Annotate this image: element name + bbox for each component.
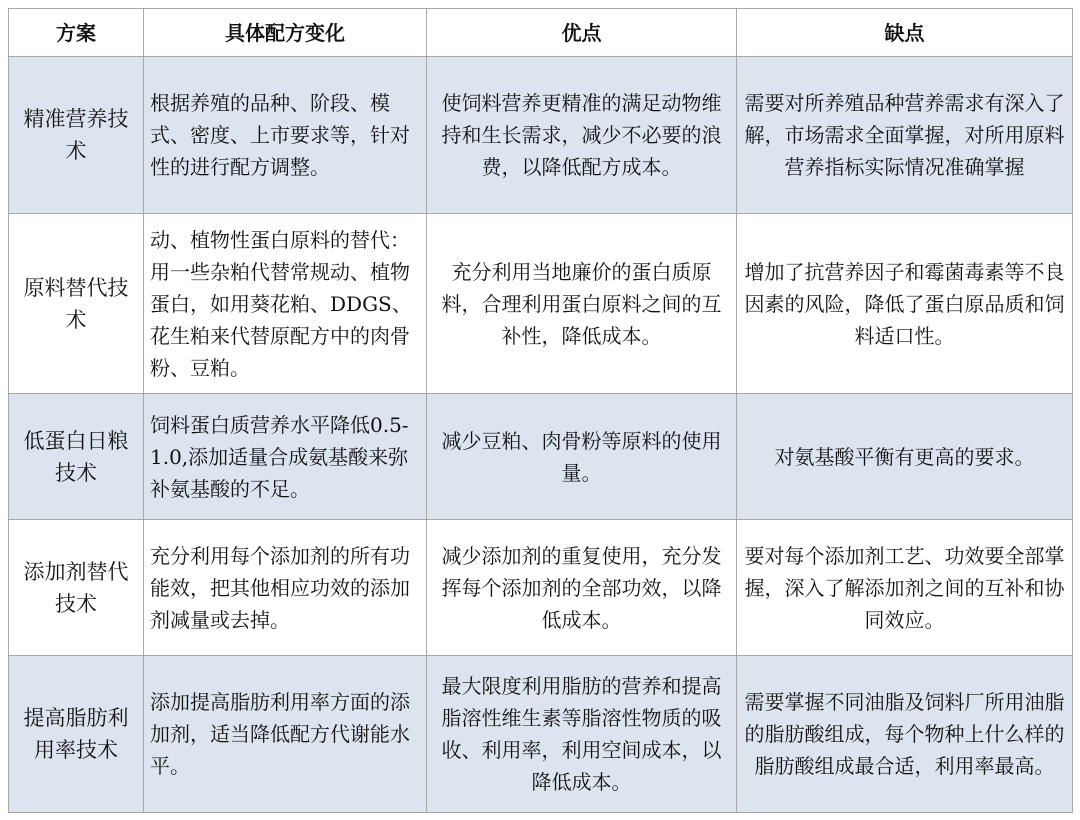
header-scheme: 方案 — [9, 9, 144, 57]
row-disadvantages: 增加了抗营养因子和霉菌毒素等不良因素的风险，降低了蛋白原品质和饲料适口性。 — [737, 214, 1073, 394]
formula-comparison-table — [8, 8, 1073, 813]
row-advantages: 使饲料营养更精准的满足动物维持和生长需求，减少不必要的浪费，以降低配方成本。 — [427, 57, 737, 214]
row-disadvantages: 需要掌握不同油脂及饲料厂所用油脂的脂肪酸组成，每个物种上什么样的脂肪酸组成最合适，利用率最高。 — [737, 656, 1073, 813]
row-scheme-name: 提高脂肪利用率技术 — [9, 656, 144, 813]
table-row-precision-nutrition — [9, 57, 1073, 214]
table-row-low-protein-diet — [9, 394, 1073, 520]
header-formula-change: 具体配方变化 — [144, 9, 427, 57]
row-formula-change: 饲料蛋白质营养水平降低0.5-1.0,添加适量合成氨基酸来弥补氨基酸的不足。 — [144, 394, 427, 520]
row-disadvantages: 对氨基酸平衡有更高的要求。 — [737, 394, 1073, 520]
row-scheme-name: 原料替代技术 — [9, 214, 144, 394]
row-advantages: 减少添加剂的重复使用，充分发挥每个添加剂的全部功效，以降低成本。 — [427, 520, 737, 656]
header-disadvantages: 缺点 — [737, 9, 1073, 57]
row-formula-change: 充分利用每个添加剂的所有功能效，把其他相应功效的添加剂减量或去掉。 — [144, 520, 427, 656]
row-advantages: 减少豆粕、肉骨粉等原料的使用量。 — [427, 394, 737, 520]
formula-comparison-table-wrapper — [8, 8, 1073, 813]
table-row-ingredient-substitution — [9, 214, 1073, 394]
row-scheme-name: 精准营养技术 — [9, 57, 144, 214]
row-disadvantages: 需要对所养殖品种营养需求有深入了解，市场需求全面掌握，对所用原料营养指标实际情况准确掌握 — [737, 57, 1073, 214]
row-formula-change: 添加提高脂肪利用率方面的添加剂，适当降低配方代谢能水平。 — [144, 656, 427, 813]
table-row-fat-utilization — [9, 656, 1073, 813]
row-scheme-name: 低蛋白日粮技术 — [9, 394, 144, 520]
row-scheme-name: 添加剂替代技术 — [9, 520, 144, 656]
row-formula-change: 动、植物性蛋白原料的替代：用一些杂粕代替常规动、植物蛋白，如用葵花粕、DDGS、花生粕来代替原配方中的肉骨粉、豆粕。 — [144, 214, 427, 394]
table-row-additive-substitution — [9, 520, 1073, 656]
header-advantages: 优点 — [427, 9, 737, 57]
row-advantages: 最大限度利用脂肪的营养和提高脂溶性维生素等脂溶性物质的吸收、利用率，利用空间成本，以降低成本。 — [427, 656, 737, 813]
row-disadvantages: 要对每个添加剂工艺、功效要全部掌握，深入了解添加剂之间的互补和协同效应。 — [737, 520, 1073, 656]
row-formula-change: 根据养殖的品种、阶段、模式、密度、上市要求等，针对性的进行配方调整。 — [144, 57, 427, 214]
header-row — [9, 9, 1073, 57]
row-advantages: 充分利用当地廉价的蛋白质原料，合理利用蛋白原料之间的互补性，降低成本。 — [427, 214, 737, 394]
